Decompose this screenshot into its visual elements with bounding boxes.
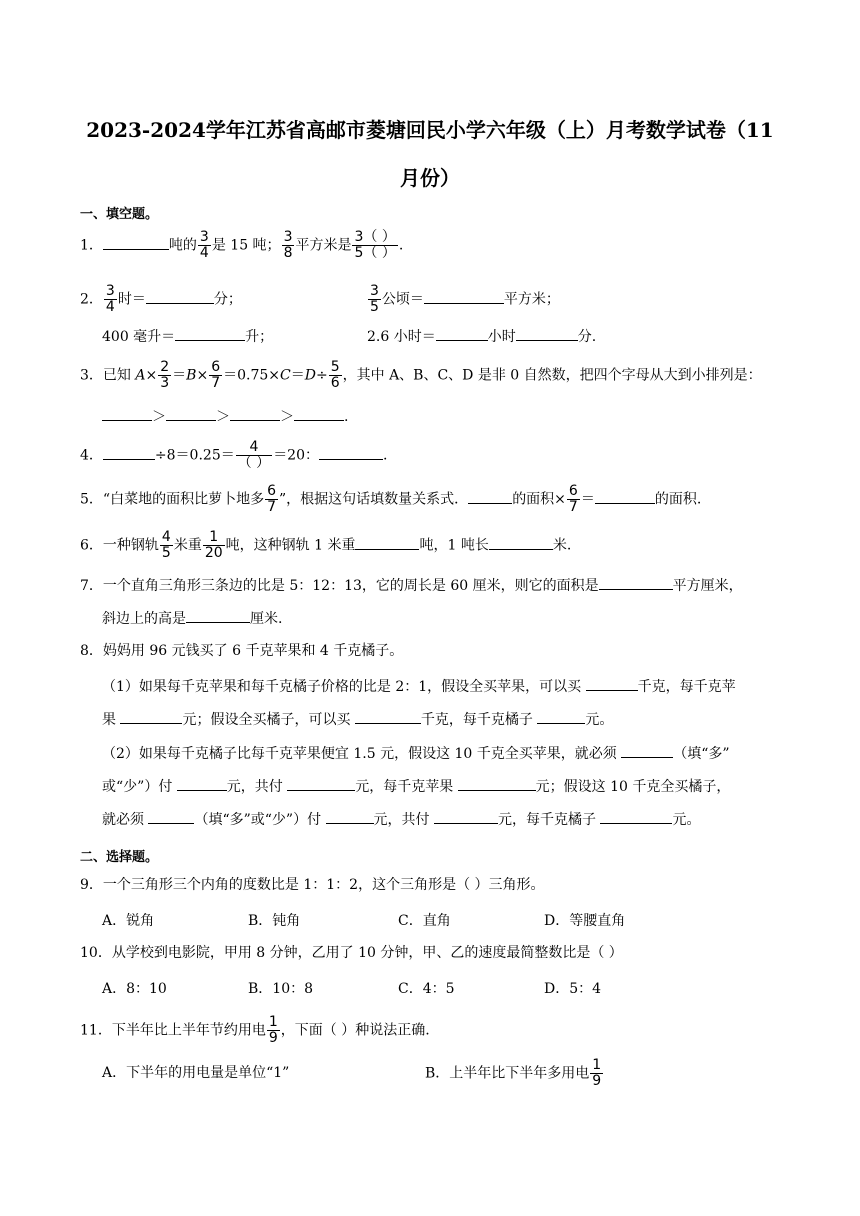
question-10: 10．从学校到电影院，甲用 8 分钟，乙用了 10 分钟，甲、乙的速度最简整数比是（ ） <box>80 945 623 961</box>
q5-text: 的面积× <box>512 491 566 508</box>
q10-option-b[interactable]: B．10：8 <box>248 981 314 997</box>
q11-option-a[interactable]: A．下半年的用电量是单位“1” <box>102 1065 290 1081</box>
q2-blank-1[interactable] <box>146 288 214 304</box>
q6-blank-1[interactable] <box>355 534 419 550</box>
q8-text: 千克，每千克橘子 <box>420 712 538 728</box>
q8-number: 8． <box>80 643 103 659</box>
question-8 <box>80 641 403 661</box>
question-7 <box>80 574 743 596</box>
q3-number: 3． <box>80 367 103 384</box>
q6-text: 米重 <box>173 537 202 554</box>
q1-text: . <box>398 237 404 254</box>
q8-text: 元；假设全买橘子，可以买 <box>182 712 355 728</box>
q10-option-d[interactable]: D．5：4 <box>544 981 602 997</box>
question-7-line-2 <box>102 607 282 629</box>
q3-blank-2[interactable] <box>166 405 216 421</box>
q7-text: 一个直角三角形三条边的比是 5：12：13，它的周长是 60 厘米，则它的面积是 <box>102 578 599 594</box>
section-fill-in: 一、填空题。 <box>80 207 159 222</box>
q8-text: 元，共付 <box>226 779 288 795</box>
q8-text: 元；假设这 10 千克全买橘子， <box>535 779 731 795</box>
q8-blank-6[interactable] <box>177 775 227 791</box>
q11-fraction: $\frac{1}{9}$ <box>268 1014 278 1046</box>
q3-text: ÷ <box>315 367 328 384</box>
q8-blank-3[interactable] <box>355 708 421 724</box>
q8-text: 就必须 <box>102 812 149 828</box>
q8-part-2-line-3 <box>102 808 700 830</box>
question-6 <box>80 530 571 561</box>
q5-fraction-1: $\frac{6}{7}$ <box>267 483 277 515</box>
question-1 <box>80 230 403 261</box>
q10-option-c[interactable]: C．4：5 <box>398 981 455 997</box>
q8-text: （1）如果每千克苹果和每千克橘子价格的比是 2：1，假设全买苹果，可以买 <box>102 679 586 695</box>
q3-fraction-3: $\frac{5}{6}$ <box>330 359 340 391</box>
q5-fraction-2: $\frac{6}{7}$ <box>568 483 578 515</box>
page-title <box>60 106 800 202</box>
q8-blank-12[interactable] <box>600 808 672 824</box>
q2-fraction-2: $\frac{3}{5}$ <box>370 283 379 315</box>
q3-text: ＝0.75× <box>223 367 281 384</box>
q8-text: （2）如果每千克橘子比每千克苹果便宜 1.5 元，假设这 10 千克全买苹果，就必须 <box>102 746 622 762</box>
q8-text: （填“多” <box>673 746 730 762</box>
q9-option-c[interactable]: C．直角 <box>398 913 451 929</box>
q3-text: × <box>145 367 158 384</box>
q8-blank-11[interactable] <box>434 808 498 824</box>
q5-blank-1[interactable] <box>468 488 512 504</box>
q3-var-a: A <box>135 367 146 384</box>
q8-text: 千克，每千克苹 <box>637 679 736 695</box>
q4-text: ＝20： <box>273 447 320 464</box>
q6-fraction-1: $\frac{4}{5}$ <box>161 529 171 561</box>
question-2-part-2 <box>367 284 560 315</box>
q8-part-1-line-1 <box>102 675 736 697</box>
q1-text: 吨的 <box>168 237 197 254</box>
q2-text: 分； <box>213 291 242 308</box>
question-9: 9．一个三角形三个内角的度数比是 1：1：2，这个三角形是（ ）三角形。 <box>80 877 545 893</box>
section-multiple-choice: 二、选择题。 <box>80 850 159 865</box>
q2-blank-5[interactable] <box>516 325 578 341</box>
q3-var-c: C <box>280 367 291 384</box>
q2-text: 平方米； <box>503 291 560 308</box>
q9-option-a[interactable]: A．锐角 <box>102 913 155 929</box>
question-3 <box>80 360 762 391</box>
q2-text: 小时 <box>487 329 516 345</box>
q3-text: × <box>196 367 209 384</box>
q8-text: （填“多”或“少”）付 <box>194 812 326 828</box>
q5-text: ＝ <box>580 491 595 508</box>
question-5 <box>80 484 701 515</box>
q4-number: 4． <box>80 447 103 464</box>
q9-option-b[interactable]: B．钝角 <box>248 913 301 929</box>
q3-blank-3[interactable] <box>230 405 280 421</box>
q8-text: 元。 <box>672 812 701 828</box>
q8-blank-9[interactable] <box>148 808 194 824</box>
q6-text: 一种钢轨 <box>102 537 159 554</box>
q8-text: 或“少”）付 <box>102 779 177 795</box>
q8-blank-8[interactable] <box>458 775 536 791</box>
q5-blank-2[interactable] <box>595 488 655 504</box>
q8-blank-4[interactable] <box>537 708 585 724</box>
q7-text: 厘米. <box>250 611 283 627</box>
q6-text: 吨，这种钢轨 1 米重 <box>225 537 356 554</box>
question-11 <box>80 1015 430 1046</box>
q8-text: 元。 <box>585 712 614 728</box>
q7-blank-2[interactable] <box>186 607 250 623</box>
q4-fraction[interactable]: $\frac{4}{( )}$ <box>237 439 271 471</box>
q3-blank-1[interactable] <box>102 405 152 421</box>
q2-text: 升； <box>245 329 274 345</box>
q7-text: 平方厘米， <box>672 578 743 594</box>
q3-greater-sign: ＞ <box>216 409 230 425</box>
q3-greater-sign: ＞ <box>152 409 166 425</box>
q6-blank-2[interactable] <box>489 534 553 550</box>
q3-var-d: D <box>304 367 316 384</box>
q5-text: 的面积. <box>654 491 702 508</box>
question-2-part-3 <box>102 325 273 347</box>
title-line-1: 2023-2024学年江苏省高邮市菱塘回民小学六年级（上）月考数学试卷（11 <box>86 118 774 142</box>
q8-blank-10[interactable] <box>326 808 374 824</box>
q8-part-2-line-2 <box>102 775 730 797</box>
question-3-answer-line <box>102 405 348 427</box>
q4-text: . <box>383 447 388 464</box>
q2-text: 时＝ <box>117 291 146 308</box>
q2-text: 400 毫升＝ <box>102 329 176 345</box>
q8-part-1-line-2 <box>102 708 613 730</box>
q9-option-d[interactable]: D．等腰直角 <box>544 913 626 929</box>
q5-text: “白菜地的面积比萝卜地多 <box>102 491 265 508</box>
q2-blank-4[interactable] <box>436 325 488 341</box>
q8-text: 元，共付 <box>373 812 434 828</box>
q8-text: 果 <box>102 712 121 728</box>
q3-greater-sign: ＞ <box>280 409 294 425</box>
q2-blank-3[interactable] <box>175 325 245 341</box>
q4-blank-1[interactable] <box>103 444 155 460</box>
title-line-2: 月份） <box>400 166 460 190</box>
q2-text: 公顷＝ <box>381 291 424 308</box>
q1-text: 是 15 吨； <box>211 237 281 254</box>
q11-option-b-text: B．上半年比下半年多用电 <box>425 1065 590 1082</box>
q8-blank-5[interactable] <box>621 742 673 758</box>
q1-text: 平方米是 <box>295 237 352 254</box>
q6-fraction-2: $\frac{1}{20}$ <box>204 529 223 561</box>
question-2-part-4 <box>367 325 596 347</box>
q3-text: . <box>344 409 349 425</box>
q1-fraction-1: $\frac{3}{4}$ <box>199 229 209 261</box>
q7-blank-1[interactable] <box>599 574 673 590</box>
q7-number: 7． <box>80 578 103 594</box>
q3-text: ＝ <box>172 367 187 384</box>
q3-text: ，其中 A、B、C、D 是非 0 自然数，把四个字母从大到小排列是： <box>342 367 762 384</box>
q11-text: ，下面（ ）种说法正确. <box>280 1022 430 1039</box>
q3-text: 已知 <box>102 367 136 384</box>
q11-option-b-fraction: $\frac{1}{9}$ <box>592 1057 602 1089</box>
q8-text: 妈妈用 96 元钱买了 6 千克苹果和 4 千克橘子。 <box>102 643 404 659</box>
q11-text: 11．下半年比上半年节约用电 <box>80 1022 266 1039</box>
q8-blank-7[interactable] <box>287 775 355 791</box>
q3-text: ＝ <box>290 367 305 384</box>
q6-text: 米. <box>552 537 572 554</box>
q8-text: 元，每千克橘子 <box>498 812 601 828</box>
q2-text: 2.6 小时＝ <box>367 329 436 345</box>
q11-option-b[interactable] <box>425 1058 604 1089</box>
q2-fraction-1: $\frac{3}{4}$ <box>105 283 115 315</box>
q1-blank-1[interactable] <box>103 234 169 250</box>
q1-fraction-answer[interactable]: $\frac{3( )}{5( )}$ <box>354 229 396 261</box>
q6-number: 6． <box>80 537 103 554</box>
q1-fraction-2: $\frac{3}{8}$ <box>283 229 293 261</box>
q8-blank-2[interactable] <box>120 708 182 724</box>
q2-blank-2[interactable] <box>424 288 504 304</box>
q4-text: ÷8＝0.25＝ <box>154 447 235 464</box>
q6-text: 吨，1 吨长 <box>419 537 489 554</box>
q5-text: ”，根据这句话填数量关系式． <box>279 491 469 508</box>
q3-fraction-2: $\frac{6}{7}$ <box>211 359 221 391</box>
q2-text: 分. <box>577 329 597 345</box>
q3-var-b: B <box>186 367 197 384</box>
q10-option-a[interactable]: A．8：10 <box>102 981 167 997</box>
q3-blank-4[interactable] <box>294 405 344 421</box>
question-4 <box>80 440 387 471</box>
q8-blank-1[interactable] <box>586 675 638 691</box>
q7-text: 斜边上的高是 <box>102 611 186 627</box>
q4-blank-2[interactable] <box>319 444 383 460</box>
q2-number: 2． <box>80 291 103 308</box>
q8-text: 元，每千克苹果 <box>355 779 458 795</box>
q1-number: 1． <box>80 237 103 254</box>
q8-part-2-line-1 <box>102 742 730 764</box>
q3-fraction-1: $\frac{2}{3}$ <box>160 359 170 391</box>
question-2-part-1 <box>80 284 242 315</box>
q5-number: 5． <box>80 491 103 508</box>
